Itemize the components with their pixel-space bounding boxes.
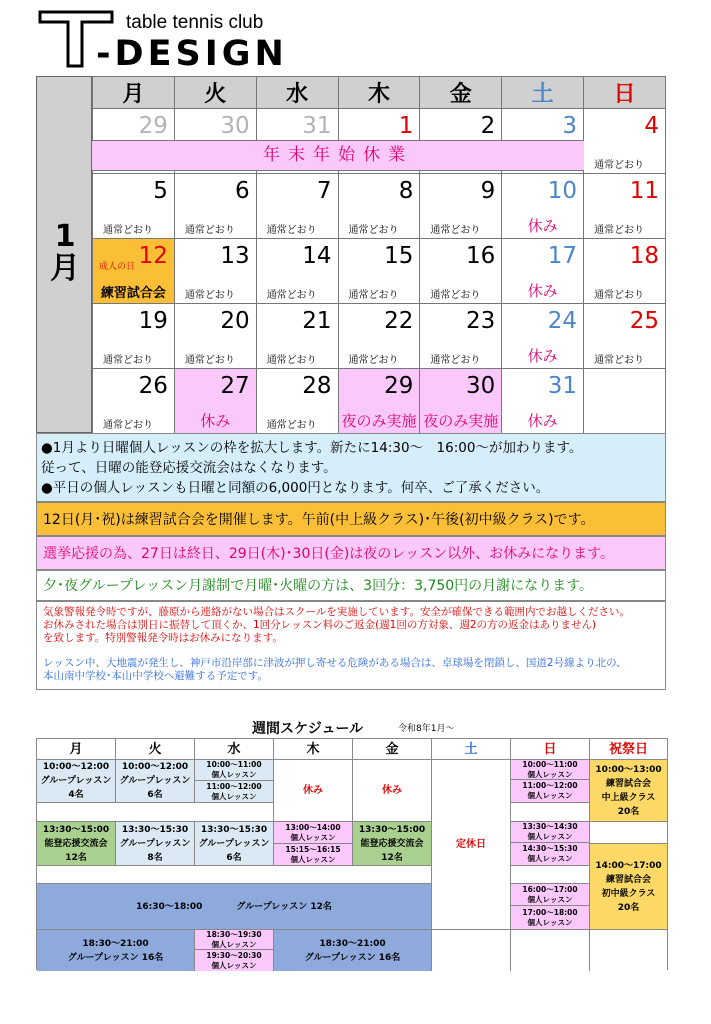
calendar-day: [420, 369, 502, 434]
day-number: 29: [138, 113, 168, 139]
holiday-night-empty: [590, 930, 667, 971]
day-status: 通常どおり: [348, 290, 399, 301]
day-event: 練習試合会: [100, 286, 166, 301]
weekday-header: 火: [174, 77, 256, 109]
day-closure: 休み: [527, 217, 558, 235]
holiday-tag: 成人の日: [99, 262, 136, 272]
notice-line: を致します。特別警報発令時はお休みになります。: [43, 632, 283, 644]
sun-afternoon-gap: [511, 866, 590, 884]
day-status: 通常どおり: [594, 355, 645, 366]
wed-morning-private-2: 11:00～12:00 個人レッスン: [195, 781, 274, 803]
mon-morning-group: 10:00～12:00 グループレッスン 4名: [37, 760, 116, 803]
day-number: 26: [138, 373, 168, 399]
yearend-holiday-band: 年末年始休業: [92, 140, 584, 171]
calendar-week: [93, 304, 666, 369]
calendar-day: [174, 174, 256, 239]
brand-name: -DESIGN: [96, 34, 288, 74]
day-status: 通常どおり: [348, 355, 399, 366]
thu-fri-night-group: 18:30～21:00 グループレッスン 16名: [274, 930, 432, 971]
day-number: 8: [398, 178, 414, 204]
wed-morning-private-1: 10:00～11:00 個人レッスン: [195, 760, 274, 781]
day-number: 23: [465, 308, 496, 334]
tue-afternoon-group: 13:30～15:30 グループレッスン 8名: [116, 822, 195, 866]
day-closure: 休み: [200, 412, 231, 430]
calendar-day: [502, 239, 584, 304]
schedule-header-wed: 水: [195, 739, 274, 760]
day-number: 28: [302, 373, 332, 399]
day-number: 11: [629, 178, 659, 204]
day-closure: 夜のみ実施: [341, 412, 417, 430]
day-number: 6: [235, 178, 250, 204]
earthquake-notice: [43, 657, 659, 683]
day-status: 通常どおり: [594, 160, 645, 171]
notice-line: レッスン中、大地震が発生し、神戸市沿岸部に津波が押し寄せる危険がある場合は、卓球場を閉鎖し、国道2号線より北の、: [43, 657, 627, 669]
weekly-schedule: [36, 738, 668, 970]
weekday-evening-group: 16:30～18:00 グループレッスン 12名: [37, 884, 432, 930]
day-status: 通常どおり: [430, 225, 481, 236]
day-number: 31: [547, 373, 578, 399]
sun-night-empty: [511, 930, 590, 971]
day-status: 通常どおり: [184, 355, 235, 366]
info-line: ●平日の個人レッスンも日曜と同額の6,000円となります。何卒、ご了承ください。: [41, 480, 550, 496]
sun-evening-private-1: 16:00～17:00 個人レッスン: [511, 884, 590, 906]
month-label: 1 月: [50, 219, 80, 286]
holiday-afternoon-match: 14:00～17:00 練習試合会 初中級クラス 20名: [590, 844, 667, 930]
day-number: 5: [153, 178, 168, 204]
day-closure: 休み: [527, 412, 558, 430]
calendar-day: [174, 369, 256, 434]
info-line: 従って、日曜の能登応援交流会はなくなります。: [41, 460, 337, 476]
sun-afternoon-private-2: 14:30～15:30 個人レッスン: [511, 843, 590, 866]
day-number: 31: [302, 113, 332, 139]
schedule-header-sun: 日: [511, 739, 590, 760]
schedule-header-holiday: 祝祭日: [590, 739, 667, 760]
wed-night-private-2: 19:30～20:30 個人レッスン: [195, 950, 274, 971]
day-number: 4: [644, 113, 659, 139]
calendar-day: [93, 239, 175, 304]
wed-afternoon-group: 13:30～15:30 グループレッスン 6名: [195, 822, 274, 866]
calendar-week: [93, 239, 666, 304]
fri-afternoon-noto: 13:30～15:00 能登応援交流会 12名: [353, 822, 432, 866]
sat-closed-day: 定休日: [432, 760, 511, 930]
calendar-day: [338, 369, 420, 434]
schedule-header-thu: 木: [274, 739, 353, 760]
schedule-header-mon: 月: [37, 739, 116, 760]
day-number: 2: [480, 113, 496, 139]
weekday-header: 日: [584, 77, 666, 109]
thu-afternoon-private-1: 13:00～14:00 個人レッスン: [274, 822, 353, 844]
sun-morning-private-1: 10:00～11:00 個人レッスン: [511, 760, 590, 780]
mon-tue-night-group: 18:30～21:00 グループレッスン 16名: [37, 930, 195, 971]
day-status: 通常どおり: [266, 290, 317, 301]
calendar-day: [338, 304, 420, 369]
day-number: 17: [547, 243, 578, 269]
calendar-day: [256, 174, 338, 239]
info-closure: 選挙応援の為、27日は終日、29日(木)･30日(金)は夜のレッスン以外、お休みになります。: [36, 536, 666, 570]
calendar-day: [256, 304, 338, 369]
schedule-header-fri: 金: [353, 739, 432, 760]
day-closure: 夜のみ実施: [423, 412, 499, 430]
notice-line: 本山南中学校･本山中学校へ避難する予定です。: [43, 670, 268, 682]
thu-morning-closed: 休み: [274, 760, 353, 822]
mon-afternoon-noto: 13:30～15:00 能登応援交流会 12名: [37, 822, 116, 866]
calendar-week: [93, 174, 666, 239]
calendar-day: [93, 174, 175, 239]
day-number: 3: [562, 113, 578, 139]
calendar-day: [420, 174, 502, 239]
day-number: 25: [629, 308, 659, 334]
calendar-day: [584, 109, 666, 174]
month-side: [36, 76, 92, 433]
day-closure: 休み: [527, 282, 558, 300]
day-number: 10: [547, 178, 578, 204]
day-number: 12: [138, 243, 168, 269]
day-number: 18: [629, 243, 659, 269]
day-number: 14: [302, 243, 332, 269]
day-status: 通常どおり: [184, 290, 235, 301]
sun-morning-private-2: 11:00～12:00 個人レッスン: [511, 780, 590, 803]
holiday-morning-match: 10:00～13:00 練習試合会 中上級クラス 20名: [590, 760, 667, 822]
wed-night-private-1: 18:30～19:30 個人レッスン: [195, 930, 274, 950]
day-number: 7: [316, 178, 332, 204]
day-number: 21: [302, 308, 332, 334]
info-monthly-fee: 夕･夜グループレッスン月謝制で月曜･火曜の方は、3回分：3,750円の月謝になります。: [36, 570, 666, 601]
day-status: 通常どおり: [594, 290, 645, 301]
calendar-day: [174, 239, 256, 304]
day-number: 30: [220, 113, 250, 139]
day-closure: 休み: [527, 347, 558, 365]
schedule-title: 週間スケジュール: [252, 721, 364, 737]
schedule-header-tue: 火: [116, 739, 195, 760]
day-number: 1: [398, 113, 414, 139]
weekday-header: 金: [420, 77, 502, 109]
info-line: ●1月より日曜個人レッスンの枠を拡大します。新たに14:30～ 16:00～が加わります。: [41, 440, 583, 456]
schedule-date: 令和8年1月～: [398, 724, 455, 734]
day-status: 通常どおり: [266, 355, 317, 366]
calendar-day: [502, 369, 584, 434]
calendar-day: [256, 369, 338, 434]
weekday-header: 水: [256, 77, 338, 109]
calendar-day: [584, 369, 666, 434]
calendar-day: [338, 239, 420, 304]
info-emergency-notice: [36, 601, 666, 690]
day-status: 通常どおり: [430, 290, 481, 301]
sat-night-empty: [432, 930, 511, 971]
day-status: 通常どおり: [103, 355, 153, 366]
sun-evening-private-2: 17:00～18:00 個人レッスン: [511, 906, 590, 930]
club-subtitle: table tennis club: [126, 12, 264, 33]
day-number: 19: [138, 308, 168, 334]
day-number: 15: [384, 243, 414, 269]
info-practice-match: 12日(月･祝)は練習試合会を開催します。午前(中上級クラス)･午後(初中級クラス)です。: [36, 502, 666, 536]
calendar-day: [584, 174, 666, 239]
day-status: 通常どおり: [430, 355, 481, 366]
calendar-day: [93, 304, 175, 369]
day-number: 16: [465, 243, 496, 269]
calendar-week: [93, 369, 666, 434]
calendar-grid: [92, 76, 666, 434]
day-status: 通常どおり: [103, 420, 153, 431]
afternoon-gap: [37, 866, 432, 884]
notice-line: お休みされた場合は別日に振替して頂くか、1回分レッスン料のご返金(週1回の方対象、週2の方の返金はありません): [43, 619, 597, 631]
day-status: 通常どおり: [266, 420, 317, 431]
holiday-gap: [590, 822, 667, 844]
day-number: 22: [384, 308, 414, 334]
logo: [38, 6, 378, 72]
weather-notice: [43, 606, 659, 645]
calendar-day: [420, 239, 502, 304]
calendar-day: [584, 304, 666, 369]
sun-afternoon-private-1: 13:30～14:30 個人レッスン: [511, 822, 590, 843]
day-number: 29: [384, 373, 414, 399]
morning-gap: [37, 803, 274, 822]
tue-morning-group: 10:00～12:00 グループレッスン 6名: [116, 760, 195, 803]
calendar-day: [174, 304, 256, 369]
day-number: 20: [220, 308, 250, 334]
calendar-day: [584, 239, 666, 304]
calendar-day: [502, 174, 584, 239]
day-number: 27: [220, 373, 250, 399]
day-status: 通常どおり: [594, 225, 645, 236]
weekday-header: 土: [502, 77, 584, 109]
day-number: 13: [220, 243, 250, 269]
weekday-header: 木: [338, 77, 420, 109]
calendar-day: [93, 369, 175, 434]
day-status: 通常どおり: [266, 225, 317, 236]
thu-afternoon-private-2: 15:15～16:15 個人レッスン: [274, 844, 353, 866]
day-status: 通常どおり: [184, 225, 235, 236]
calendar-day: [256, 239, 338, 304]
day-number: 24: [547, 308, 578, 334]
schedule-header-sat: 土: [432, 739, 511, 760]
notice-line: 気象警報発令時ですが、藤原から連絡がない場合はスクールを実施しています。安全が確保できる範囲内でお越しください。: [43, 606, 630, 618]
day-status: 通常どおり: [348, 225, 399, 236]
day-status: 通常どおり: [103, 225, 153, 236]
fri-morning-closed: 休み: [353, 760, 432, 822]
calendar-day: [338, 174, 420, 239]
calendar-day: [502, 304, 584, 369]
day-number: 9: [480, 178, 496, 204]
calendar-day: [420, 304, 502, 369]
weekday-header: 月: [93, 77, 175, 109]
sun-morning-gap: [511, 803, 590, 822]
day-number: 30: [465, 373, 496, 399]
info-lesson-expansion: [36, 433, 666, 502]
